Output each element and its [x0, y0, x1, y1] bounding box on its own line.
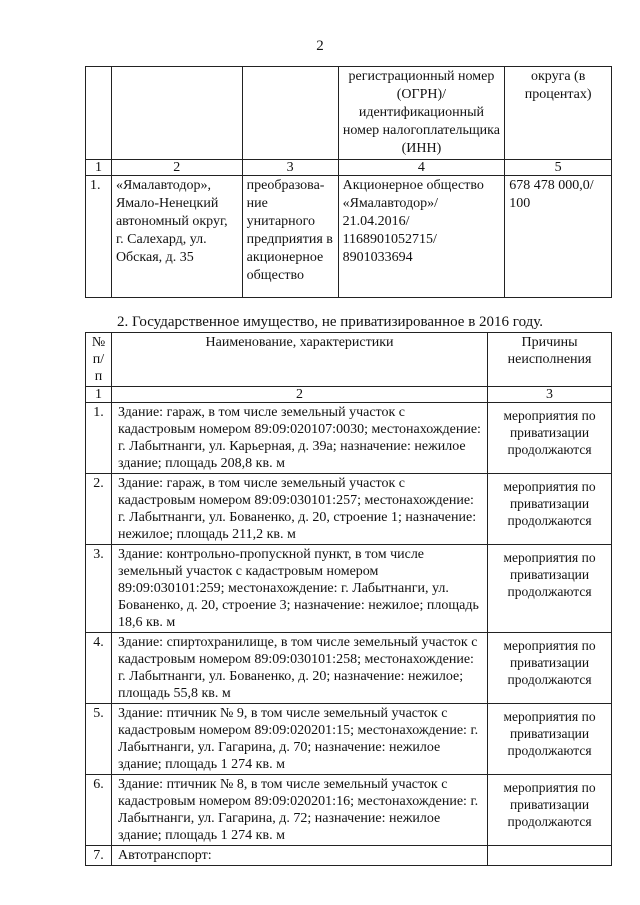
property-description: Здание: птичник № 9, в том числе земельный участок с кадастровым номером 89:09:020201:15; местонахождение: г. Лабытнанги, ул. Гагарина, д. 70; назначение: нежилое здание; площадь 1 274 кв. м [111, 704, 487, 775]
share-capital: 678 478 000,0/ 100 [505, 176, 612, 298]
section-heading: 2. Государственное имущество, не приватизированное в 2016 году. [117, 314, 544, 330]
non-execution-reason [488, 846, 612, 866]
column-number: 1 [86, 160, 112, 176]
table-row [86, 176, 612, 298]
property-description: Здание: птичник № 8, в том числе земельный участок с кадастровым номером 89:09:020201:16; местонахождение: г. Лабытнанги, ул. Гагарина, д. 72; назначение: нежилое здание; площадь 1 274 кв. м [111, 775, 487, 846]
column-number: 2 [111, 160, 242, 176]
non-execution-reason: мероприятия по приватизации продолжаются [488, 474, 612, 545]
non-execution-reason: мероприятия по приватизации продолжаются [488, 403, 612, 474]
column-number: 3 [242, 160, 338, 176]
company-details: Акционерное общество «Ямалавтодор»/ 21.04.2016/ 1168901052715/ 8901033694 [338, 176, 505, 298]
column-number: 3 [488, 387, 612, 403]
property-description: Здание: спиртохранилище, в том числе земельный участок с кадастровым номером 89:09:030101:258; местонахождение: г. Лабытнанги, ул. Бованенко, д. 20; назначение: нежилое; площадь 55,8 кв. м [111, 633, 487, 704]
column-number: 5 [505, 160, 612, 176]
non-execution-reason: мероприятия по приватизации продолжаются [488, 704, 612, 775]
row-number: 3. [86, 545, 112, 633]
column-number: 4 [338, 160, 505, 176]
header-share-percent: округа (в процентах) [505, 67, 612, 160]
non-execution-reason: мероприятия по приватизации продолжаются [488, 775, 612, 846]
table-row [86, 474, 612, 545]
row-number: 4. [86, 633, 112, 704]
page-number: 2 [316, 38, 324, 54]
table1-column-numbers [86, 160, 612, 176]
row-number: 5. [86, 704, 112, 775]
table-row [86, 704, 612, 775]
header-number: № п/п [86, 333, 112, 387]
table2-column-numbers [86, 387, 612, 403]
row-number: 7. [86, 846, 112, 866]
property-description: Здание: контрольно-пропускной пункт, в том числе земельный участок с кадастровым номером 89:09:030101:259; местонахождение: г. Лабытнанги, ул. Бованенко, д. 20, строение 3; назначение: нежилое; площадь 18,6 кв. м [111, 545, 487, 633]
table-row [86, 545, 612, 633]
table1-header-row [86, 67, 612, 160]
table-row [86, 633, 612, 704]
header-name: Наименование, характеристики [111, 333, 487, 387]
privatization-method: преобразова-ние унитарного предприятия в акционерное общество [242, 176, 338, 298]
property-description: Здание: гараж, в том числе земельный участок с кадастровым номером 89:09:030101:257; местонахождение: г. Лабытнанги, ул. Бованенко, д. 20, строение 1; назначение: нежилое; площадь 211,2 кв. м [111, 474, 487, 545]
privatization-results-table [85, 66, 612, 298]
row-number: 1. [86, 403, 112, 474]
table2-header-row [86, 333, 612, 387]
column-number: 1 [86, 387, 112, 403]
non-execution-reason: мероприятия по приватизации продолжаются [488, 545, 612, 633]
row-number: 6. [86, 775, 112, 846]
column-number: 2 [111, 387, 487, 403]
row-number: 1. [86, 176, 112, 298]
row-number: 2. [86, 474, 112, 545]
unprivatized-property-table [85, 332, 612, 866]
property-description: Здание: гараж, в том числе земельный участок с кадастровым номером 89:09:020107:0030; местонахождение: г. Лабытнанги, ул. Карьерная, д. 39а; назначение: нежилое здание; площадь 208,8 кв. м [111, 403, 487, 474]
header-registration-number: регистрационный номер (ОГРН)/ идентификационный номер налогоплательщика (ИНН) [338, 67, 505, 160]
enterprise-name-address: «Ямалавтодор», Ямало-Ненецкий автономный округ, г. Салехард, ул. Обская, д. 35 [111, 176, 242, 298]
table-row [86, 846, 612, 866]
header-reason: Причины неисполнения [488, 333, 612, 387]
table-row [86, 775, 612, 846]
property-description: Автотранспорт: [111, 846, 487, 866]
table-row [86, 403, 612, 474]
non-execution-reason: мероприятия по приватизации продолжаются [488, 633, 612, 704]
